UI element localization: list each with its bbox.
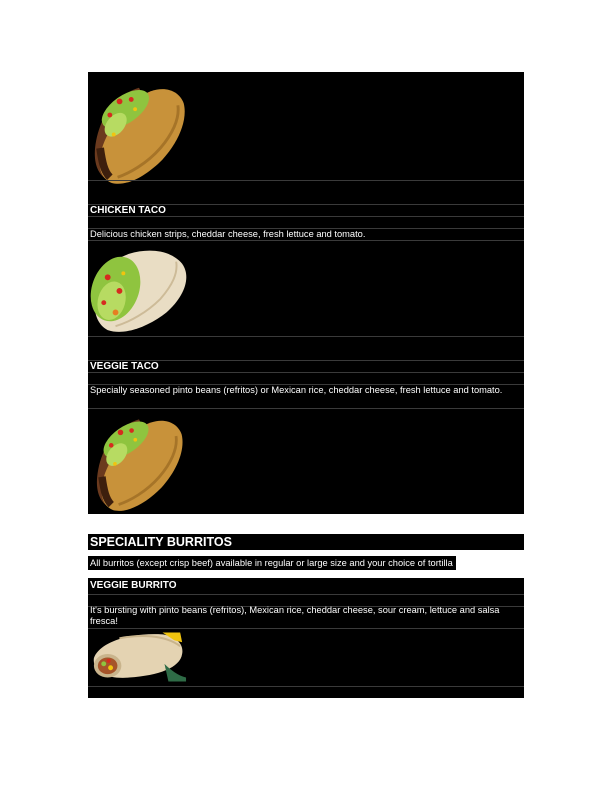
burrito-menu-block [88, 578, 524, 698]
item-description: Specially seasoned pinto beans (refritos) or Mexican rice, cheddar cheese, fresh lettuce and tomato. [90, 385, 503, 395]
taco-image-3 [90, 412, 188, 517]
item-title: VEGGIE TACO [90, 361, 159, 372]
section-note: All burritos (except crisp beef) available in regular or large size and your choice of tortilla [88, 556, 456, 570]
hard-taco-icon [90, 412, 188, 512]
item-title: VEGGIE BURRITO [90, 580, 177, 591]
taco-menu-block [88, 72, 524, 514]
item-description: It's bursting with pinto beans (refritos), Mexican rice, cheddar cheese, sour cream, lettuce and salsa fresca! [90, 605, 500, 626]
item-title: CHICKEN TACO [90, 205, 166, 216]
section-title: SPECIALITY BURRITOS [90, 535, 232, 549]
item-description: Delicious chicken strips, cheddar cheese, fresh lettuce and tomato. [90, 229, 366, 239]
burrito-icon [90, 628, 188, 682]
burrito-image [90, 628, 188, 687]
hard-taco-icon [90, 80, 188, 185]
soft-taco-icon [90, 244, 188, 334]
taco-image-2 [90, 244, 188, 339]
taco-image-1 [90, 80, 188, 190]
section-header [88, 534, 524, 550]
